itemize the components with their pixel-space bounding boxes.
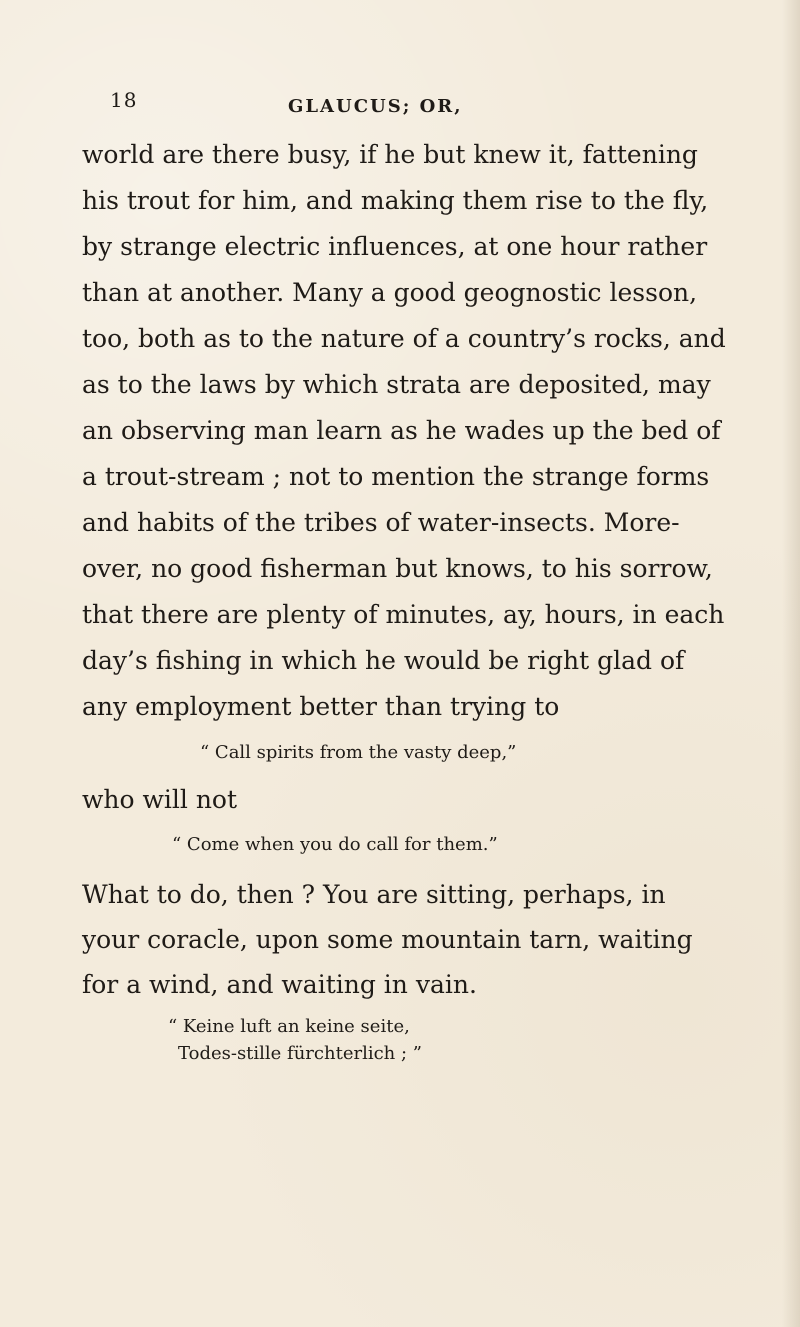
german-quote-line-1: “ Keine luft an keine seite, [168, 1016, 410, 1037]
paragraph-after-quote-line-2: your coracle, upon some mountain tarn, waiting [82, 925, 693, 954]
paragraph-line-2: his trout for him, and making them rise to the fly, [82, 186, 709, 215]
german-quote-line-2: Todes-stille fürchterlich ; ” [178, 1043, 422, 1064]
paragraph-line-10: over, no good fisherman but knows, to his sorrow, [82, 554, 713, 583]
line-after-first-quote: who will not [82, 785, 238, 814]
paragraph-line-9: and habits of the tribes of water-insects. More- [82, 508, 680, 537]
quotation-come-when: “ Come when you do call for them.” [172, 834, 498, 855]
quotation-call-spirits: “ Call spirits from the vasty deep,” [200, 742, 517, 763]
page-edge-shadow [782, 0, 800, 1327]
page-header [80, 84, 720, 124]
paragraph-line-12: day’s fishing in which he would be right glad of [82, 646, 685, 675]
running-head: GLAUCUS; OR, [288, 96, 463, 117]
paragraph-line-5: too, both as to the nature of a country’s rocks, and [82, 324, 726, 353]
paragraph-line-7: an observing man learn as he wades up the bed of [82, 416, 721, 445]
paragraph-line-3: by strange electric influences, at one hour rather [82, 232, 708, 261]
page-number: 18 [110, 88, 138, 112]
paragraph-line-6: as to the laws by which strata are deposited, may [82, 370, 711, 399]
paragraph-after-quote-line-1: What to do, then ? You are sitting, perhaps, in [82, 880, 666, 909]
paragraph-line-8: a trout-stream ; not to mention the strange forms [82, 462, 710, 491]
paragraph-line-1: world are there busy, if he but knew it, fattening [82, 140, 698, 169]
paragraph-line-11: that there are plenty of minutes, ay, hours, in each [82, 600, 725, 629]
paragraph-after-quote-line-3: for a wind, and waiting in vain. [82, 970, 477, 999]
paragraph-line-4: than at another. Many a good geognostic lesson, [82, 278, 698, 307]
paragraph-line-13: any employment better than trying to [82, 692, 560, 721]
